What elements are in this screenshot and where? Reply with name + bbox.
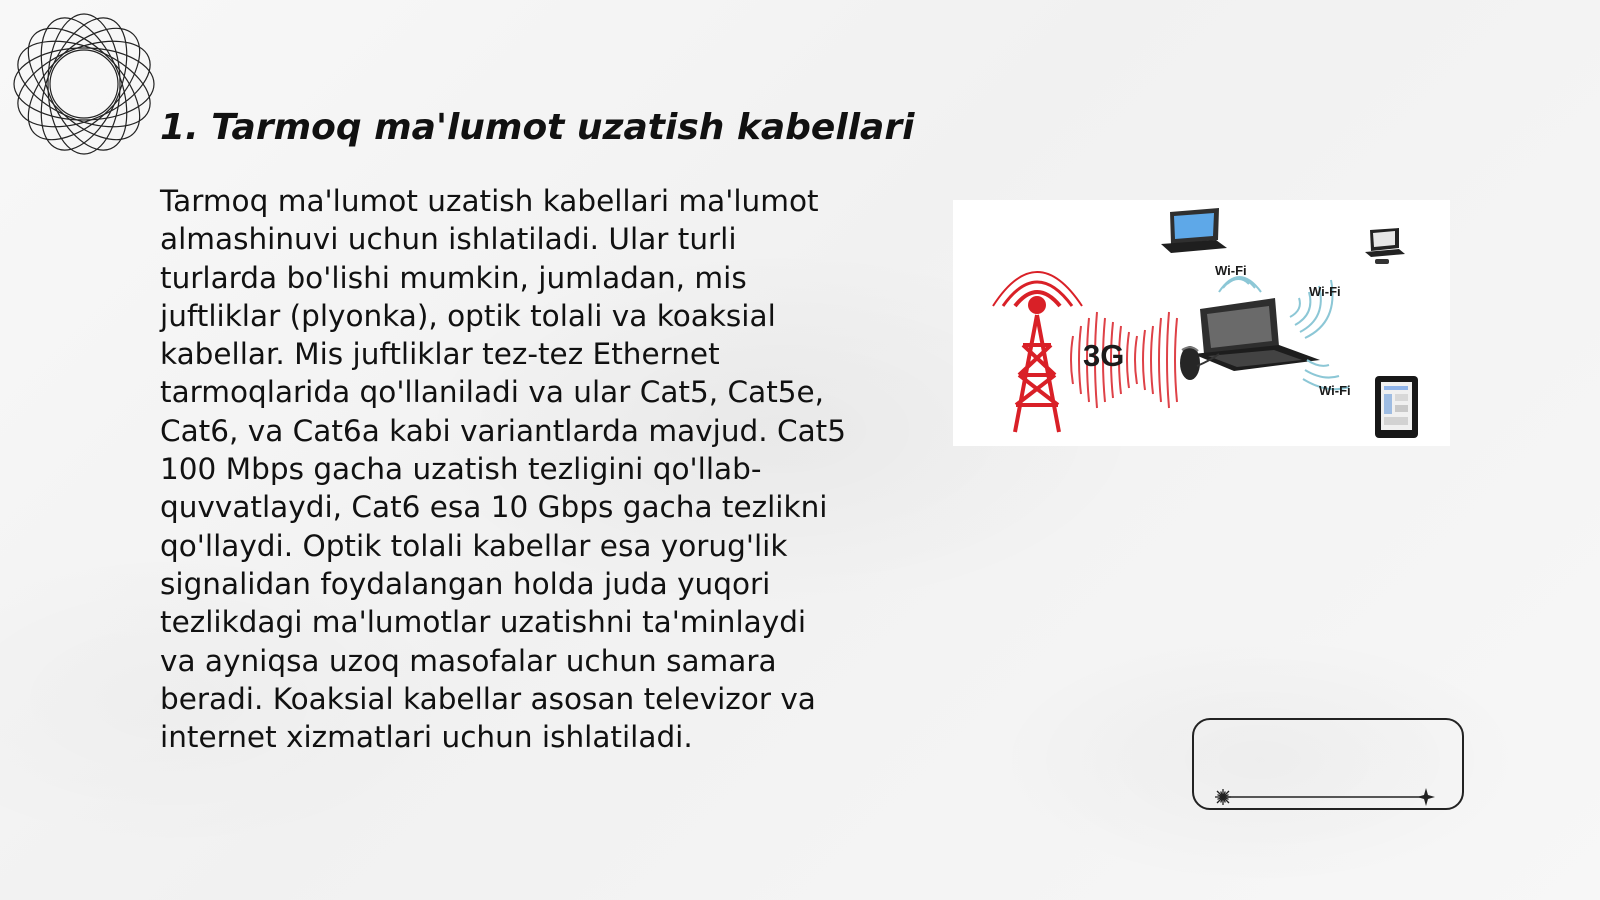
wifi-label-1: Wi-Fi (1215, 263, 1247, 278)
wifi-label-2: Wi-Fi (1309, 284, 1341, 299)
laptop-icon (1193, 298, 1320, 371)
wifi-label-3: Wi-Fi (1319, 383, 1351, 398)
label-3g: 3G (1083, 338, 1125, 373)
orbit-rings-icon (10, 10, 158, 158)
decorative-line (1213, 787, 1439, 807)
slide-title: 1. Tarmoq ma'lumot uzatish kabellari (160, 107, 915, 148)
star-icon (1417, 788, 1435, 806)
cell-tower-icon (993, 272, 1082, 432)
sparkle-icon (1215, 789, 1231, 805)
network-diagram-image (953, 200, 1450, 446)
tablet-icon (1375, 376, 1418, 438)
laptop-icon (1161, 208, 1227, 253)
body-text: Tarmoq ma'lumot uzatish kabellari ma'lumot almashinuvi uchun ishlatiladi. Ular turli turlarda bo'lishi mumkin, jumladan, mis juftliklar (plyonka), optik tolali va koaksial kabellar. Mis juftliklar tez-tez Ethernet tarmoqlarida qo'llaniladi va ular Cat5, Cat5e, Cat6, va Cat6a kabi variantlarda mavjud. Cat5 100 Mbps gacha uzatish tezligini qo'llab-quvvatlaydi, Cat6 esa 10 Gbps gacha tezlikni qo'llaydi. Optik tolali kabellar esa yorug'lik signalidan foydalangan holda juda yuqori tezlikdagi ma'lumotlar uzatishni ta'minlaydi va ayniqsa uzoq masofalar uchun samara beradi. Koaksial kabellar asosan televizor va internet xizmatlari uchun ishlatiladi. (160, 184, 847, 755)
laptop-icon (1365, 228, 1405, 264)
